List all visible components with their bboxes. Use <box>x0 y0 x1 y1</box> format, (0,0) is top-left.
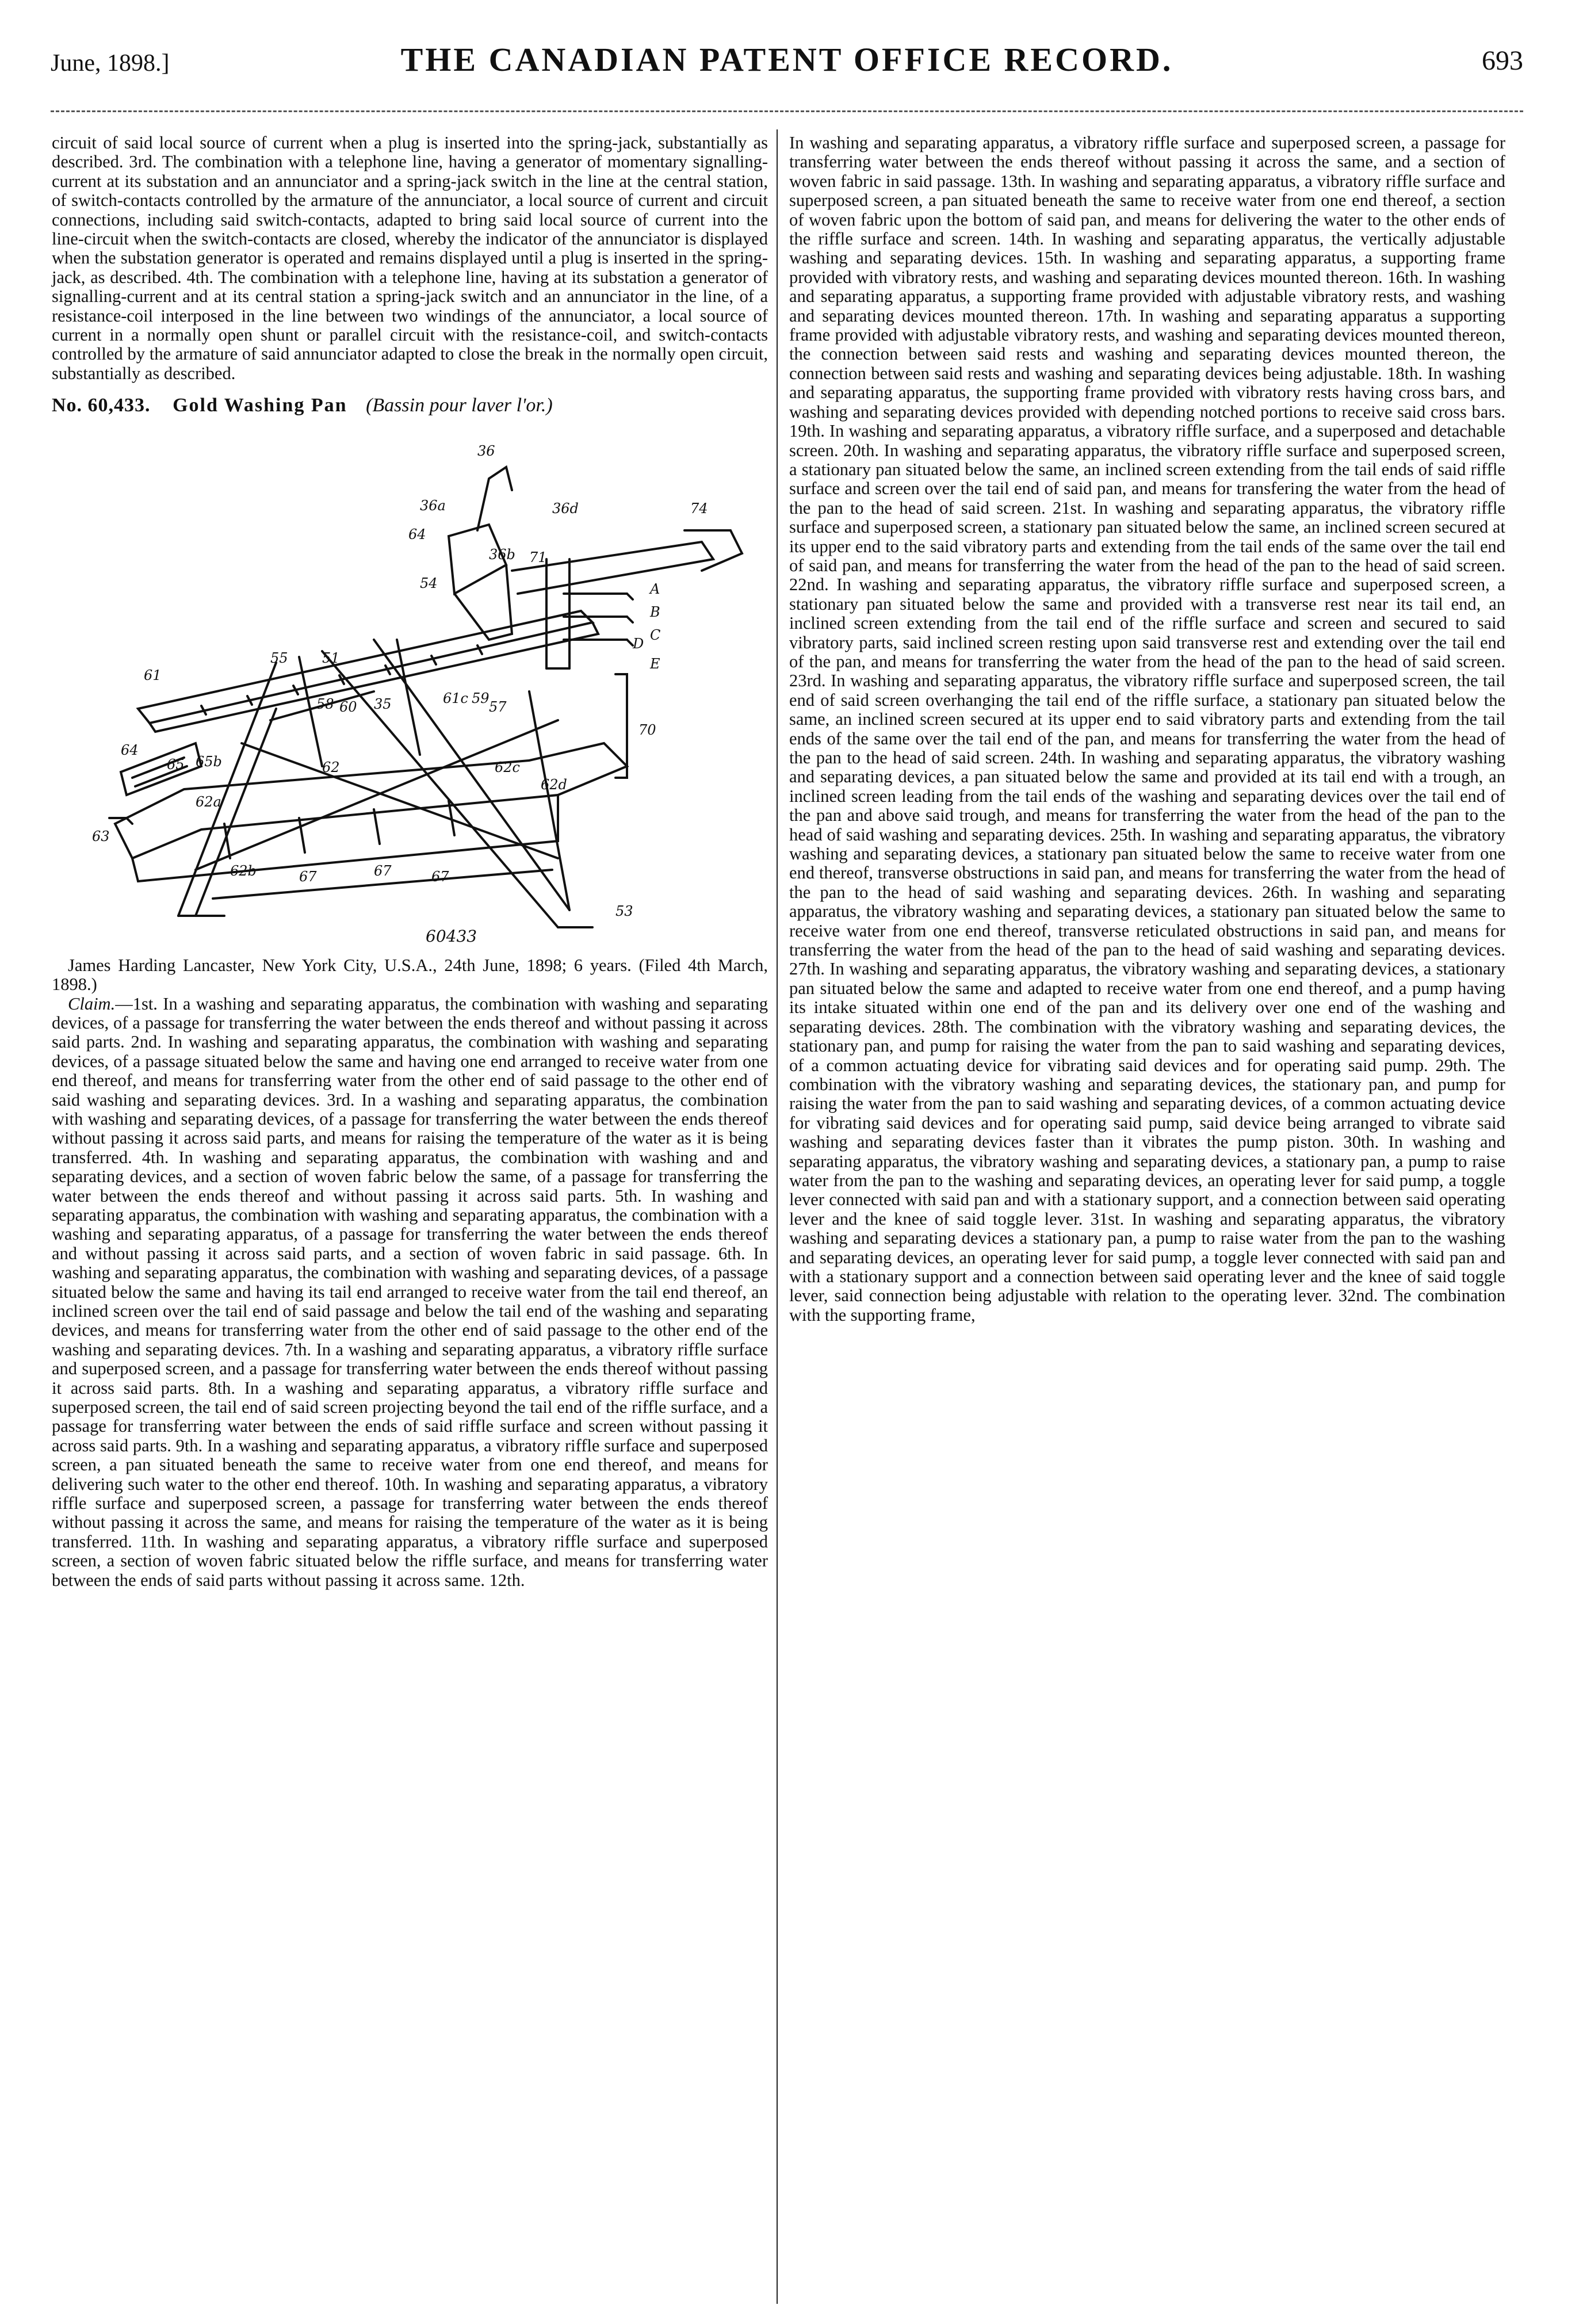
right-column <box>789 133 1505 1325</box>
header-rule <box>51 110 1523 112</box>
figure-label: C <box>650 626 661 643</box>
figure-label: 54 <box>420 575 438 591</box>
figure-label: 63 <box>92 828 110 844</box>
figure-label: 62c <box>495 759 520 775</box>
figure-label: 62a <box>196 793 221 810</box>
patent-heading <box>52 396 768 415</box>
journal-title: THE CANADIAN PATENT OFFICE RECORD. <box>400 41 1173 78</box>
figure-label: A <box>650 580 660 597</box>
figure-label: 58 <box>316 695 334 712</box>
figure-caption: 60433 <box>426 926 477 946</box>
figure-label: 35 <box>374 695 392 712</box>
figure-label: 61c <box>443 690 468 706</box>
gold-washing-pan-drawing <box>52 421 768 950</box>
left-column <box>52 133 768 1590</box>
continued-claims-text: circuit of said local source of current when a plug is inserted into the spring-jack, substantially as described. 3rd. The combination with a telephone line, having a generator of momentary signalling-current at its substation and an annunciator and a spring-jack switch in the line at the central station, of switch-contacts controlled by the armature of the annunciator, a local source of current and circuit connections, including said switch-contacts, adapted to bring said local source of current into the line-circuit when the switch-contacts are closed, whereby the indicator of the annunciator is displayed when the substation generator is operated and remains displayed until a plug is inserted in the spring-jack, as described. 4th. The combination with a telephone line, having at its substation a generator of signalling-current and at its central station a spring-jack switch and an annunciator in the line, of a resistance-coil interposed in the line between two windings of the annunciator, a local source of current in a normally open shunt or parallel circuit with the resistance-coil, and switch-contacts controlled by the armature of said annunciator adapted to close the break in the normally open circuit, substantially as described. <box>52 133 768 383</box>
claims-continued-text: In washing and separating apparatus, a vibratory riffle surface and superposed screen, a passage for transferring water between the ends thereof without passing it across the same, and a section of woven fabric in said passage. 13th. In washing and separating apparatus, a vibratory riffle surface and superposed screen, a pan situated beneath the same to receive water from one end thereof, a section of woven fabric upon the bottom of said pan, and means for delivering the water to the other ends of the riffle surface and screen. 14th. In washing and separating apparatus, the vertically adjustable washing and separating devices. 15th. In washing and separating apparatus, a supporting frame provided with vibratory rests, and washing and separating devices mounted thereon. 16th. In washing and separating apparatus, a supporting frame provided with adjustable vibratory rests, and washing and separating devices mounted thereon. 17th. In washing and separating apparatus a supporting frame provided with adjustable vibratory rests, and washing and separating devices mounted thereon, the connection between said rests and washing and separating devices mounted thereon, the connection between said rests and washing and separating devices being adjustable. 18th. In washing and separating apparatus, the supporting frame provided with vibratory rests having cross bars, and washing and separating devices provided with depending notched portions to receive said cross bars. 19th. In washing and separating apparatus, a vibratory riffle surface, and a superposed and detachable screen. 20th. In washing and separating apparatus, the vibratory riffle surface and superposed screen, a stationary pan situated below the same, an inclined screen extending from the tail ends of said riffle surface and screen over the tail end of said pan, and means for transfering the water from the head of the pan to the head of said screen. 21st. In washing and separating apparatus, the vibratory riffle surface and superposed screen, a stationary pan situated below the same, an inclined screen secured at its upper end to the said vibratory parts and extending from the tail ends of the same over the tail end of said pan, and means for transferring the water from the head of the pan to the head of said screen. 22nd. In washing and separating apparatus, the vibratory riffle surface and superposed screen, a stationary pan situated below the same and provided with a transverse rest near its tail end, an inclined screen extending from the tail end of the riffle surface and screen and secured to said vibratory parts, said inclined screen resting upon said transverse rest and extending over the tail end of the pan, and means for transferring the water from the head of the pan to the head of said screen. 23rd. In washing and separating apparatus, the vibratory riffle surface and superposed screen, the tail end of said screen overhanging the tail end of the riffle surface, a stationary pan situated below the same, an inclined screen secured at its upper end to said vibratory parts and extending from the tail ends of the same over the tail end of the pan, and means for transferring the water from the head of the pan to the head of said screen. 24th. In washing and separating apparatus, the vibratory washing and separating devices, a pan situated below the same and provided at its tail end with a trough, an inclined screen leading from the tail ends of the washing and separating devices over the tail end of the pan and above said trough, and means for transferring the water from the head of the pan to the head of said washing and separating devices. 25th. In washing and separating apparatus, the vibratory washing and separating devices, a stationary pan situated below the same to receive water from one end thereof, transverse obstructions in said pan, and means for transferring the water from the head of the pan to the head of said washing and separating devices. 26th. In washing and separating apparatus, the vibratory washing and separating devices, a stationary pan situated below the same to receive water from one end thereof, transverse reticulated obstructions in said pan, and means for transferring the water from the head of the pan to the head of said washing and separating devices. 27th. In washing and separating apparatus, the vibratory washing and separating devices, a stationary pan situated below the same and adapted to receive water from one end thereof, and a pump having its intake situated within one end of the pan and its delivery over one end of the washing and separating devices. 28th. The combination with the vibratory washing and separating devices, the stationary pan, and pump for raising the water from the pan to said washing and separating devices, of a common actuating device for vibrating said devices and for operating said pump. 29th. The combination with the vibratory washing and separating devices, the stationary pan, and pump for raising the water from the pan to said washing and separating devices, of a common actuating device for vibrating said devices and for operating said pump, said device being arranged to vibrate said washing and separating devices faster than it vibrates the pump piston. 30th. In washing and separating apparatus, the vibratory washing and separating devices, a stationary pan, a pump to raise water from the pan to the washing and separating devices, an operating lever for said pump, a toggle lever connected with said pan and with a stationary support, and a connection between said operating lever and the knee of said toggle lever. 31st. In washing and separating apparatus, the vibratory washing and separating devices a stationary pan, a pump to raise water from the pan to the washing and separating devices, an operating lever for said pump, a toggle lever connected with said pan and with a stationary support and a connection between said operating lever and the knee of said toggle lever, said connection being adjustable with relation to the operating lever. 32nd. The combination with the supporting frame, <box>789 133 1505 1325</box>
page-header <box>51 40 1523 92</box>
figure-label: 65 <box>167 756 185 773</box>
figure-label: 62b <box>230 862 257 879</box>
figure-label: 59 <box>472 690 490 706</box>
claims-paragraph <box>52 995 768 1591</box>
column-divider <box>777 129 778 2304</box>
patent-french-title: (Bassin pour laver l'or.) <box>366 395 553 416</box>
figure-label: B <box>650 603 660 620</box>
patent-title: Gold Washing Pan <box>173 395 347 416</box>
figure-label: 36b <box>489 546 515 563</box>
figure-label: 51 <box>322 649 340 666</box>
figure-label: 70 <box>638 721 656 738</box>
patent-number: No. 60,433. <box>52 395 151 416</box>
figure-label: 74 <box>690 500 708 517</box>
figure-label: 67 <box>299 868 317 885</box>
figure-label: 53 <box>615 903 633 919</box>
figure-label: D <box>633 635 644 652</box>
figure-label: 60 <box>339 698 357 715</box>
patent-figure <box>52 421 768 950</box>
claim-lead: Claim. <box>68 993 116 1014</box>
figure-label: E <box>650 655 660 672</box>
figure-label: 61 <box>144 667 162 683</box>
page-number: 693 <box>1482 45 1523 76</box>
figure-label: 62d <box>541 776 567 793</box>
figure-label: 36 <box>477 442 495 459</box>
figure-label: 71 <box>529 549 547 565</box>
claims-text: —1st. In a washing and separating apparatus, the combination with washing and separating devices, of a passage for transferring the water between the ends thereof and without passing it across said parts. 2nd. In washing and separating apparatus, the combination with washing and separating devices, of a passage situated below the same and having one end arranged to receive water from one end thereof, and means for transferring water from the other end of said passage to the other end of said washing and separating devices. 3rd. In a washing and separating apparatus, the combination with washing and separating devices, of a passage for transferring the water between the ends thereof without passing it across said parts, and means for raising the temperature of the water as it is being transferred. 4th. In washing and separating apparatus, the combination with washing and and separating devices, and a section of woven fabric below the same, of a passage for transferring the water between the ends thereof and without passing it across said parts. 5th. In washing and separating apparatus, the combination with washing and separating apparatus, the combination with a washing and separating apparatus, of a passage for transferring the water between the ends thereof and without passing it across said parts, and a section of woven fabric in said passage. 6th. In washing and separating apparatus, the combination with washing and separating devices, of a passage situated below the same and having its tail end arranged to receive water from the tail end thereof, an inclined screen over the tail end of said passage and below the tail end of the washing and separating devices, and means for transferring water from the other end of said passage to the other end of the washing and separating devices. 7th. In a washing and separating apparatus, a vibratory riffle surface and superposed screen, and a passage for transferring water between the ends thereof without passing it across said parts. 8th. In a washing and separating apparatus, a vibratory riffle surface and superposed screen, the tail end of said screen projecting beyond the tail end of the riffle surface, and a passage for transferring water between the ends of said riffle surface and screen without passing it across said parts. 9th. In a washing and separating apparatus, a vibratory riffle surface and superposed screen, a pan situated beneath the same to receive water from one end thereof, and means for delivering such water to the other end thereof. 10th. In washing and separating apparatus, a vibratory riffle surface and superposed screen, a passage for transferring water between the ends thereof without passing it across the same, and means for raising the temperature of the water as it is being transferred. 11th. In washing and separating apparatus, a vibratory riffle surface and superposed screen, a section of woven fabric situated below the riffle surface, and means for transferring water between the ends of said parts without passing it across same. 12th. <box>52 993 768 1590</box>
figure-label: 65b <box>196 753 222 770</box>
figure-label: 55 <box>270 649 288 666</box>
figure-label: 36d <box>552 500 579 517</box>
figure-label: 62 <box>322 759 340 775</box>
issue-date: June, 1898.] <box>51 50 170 77</box>
figure-label: 64 <box>121 741 139 758</box>
figure-label: 64 <box>408 526 426 542</box>
figure-label: 67 <box>431 868 449 885</box>
figure-label: 36a <box>420 497 446 514</box>
figure-label: 57 <box>489 698 507 715</box>
figure-label: 67 <box>374 862 392 879</box>
inventor-line: James Harding Lancaster, New York City, U.S.A., 24th June, 1898; 6 years. (Filed 4th March, 1898.) <box>52 955 768 995</box>
